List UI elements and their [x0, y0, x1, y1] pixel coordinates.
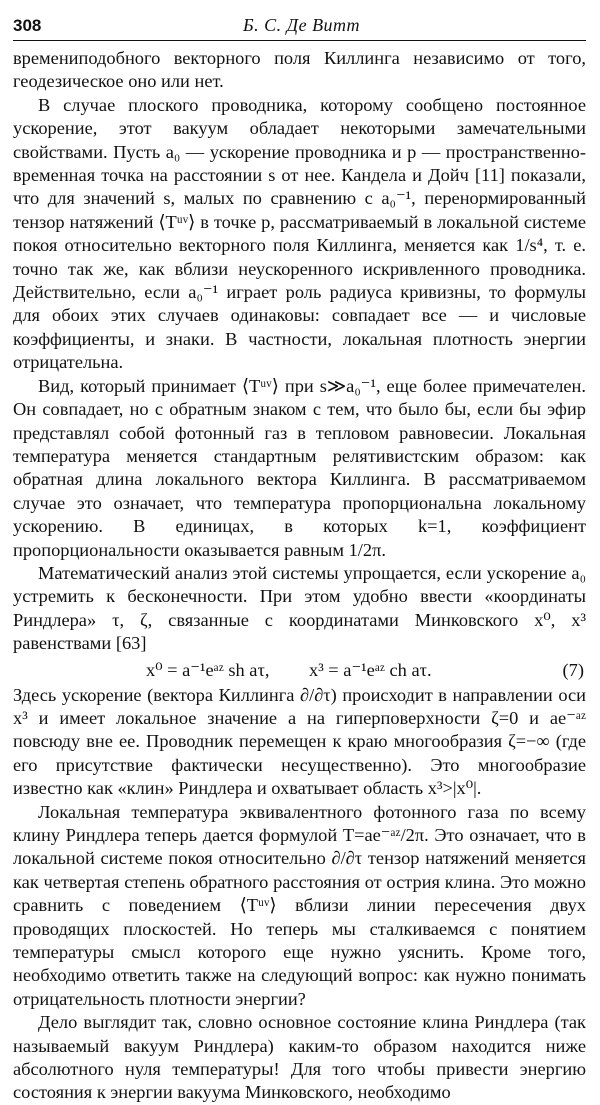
equation-right: x³ = a⁻¹eᵃᶻ ch aτ.: [309, 659, 432, 680]
paragraph-4: Математический анализ этой системы упрощается, если ускорение a₀ устремить к бесконечности. При этом удобно ввести «координаты Риндлера» τ, ζ, связанные с координатами Минковского x⁰, x³ равенствами [63]: [13, 562, 586, 654]
paragraph-1: времениподобного векторного поля Киллинга независимо от того, геодезическое оно или нет.: [13, 48, 586, 92]
paragraph-7: Дело выглядит так, словно основное состояние клина Риндлера (так называемый вакуум Риндлера) каким-то образом находится ниже абсолютного нуля температуры! Для того чтобы привести энергию состояния к энергии вакуума Минковского, необходимо: [13, 1012, 586, 1103]
page-header: [13, 14, 586, 41]
paragraph-6: Локальная температура эквивалентного фотонного газа по всему клину Риндлера теперь дается формулой T=ae⁻ᵃᶻ/2π. Это означает, что в локальной системе покоя относительно ∂/∂τ тензор натяжений меняется как четвертая степень обратного расстояния от острия клина. Это можно сравнить с поведением ⟨Tᵘᵛ⟩ вблизи линии пересечения двух проводящих плоскостей. Но теперь мы сталкиваемся с понятием температуры смысл которого еще нужно уяснить. Кроме того, необходимо ответить также на следующий вопрос: как нужно понимать отрицательность плотности энергии?: [13, 801, 586, 1009]
paragraph-2: В случае плоского проводника, которому сообщено постоянное ускорение, этот вакуум обладает некоторыми замечательными свойствами. Пусть a₀ — ускорение проводника и p — пространственно-временная точка на расстоянии s от нее. Кандела и Дойч [11] показали, что для значений s, малых по сравнению с a₀⁻¹, перенормированный тензор натяжений ⟨Tᵘᵛ⟩ в точке p, рассматриваемый в локальной системе покоя относительно векторного поля Киллинга, меняется как 1/s⁴, т. е. точно так же, как вблизи неускоренного искривленного проводника. Действительно, если a₀⁻¹ играет роль радиуса кривизны, то формулы для обоих этих случаев одинаковы: совпадает все — и числовые коэффициенты, и знаки. В частности, локальная плотность энергии отрицательна.: [13, 94, 586, 373]
equation-7: [13, 656, 586, 684]
page-number: 308: [13, 16, 42, 35]
running-head: Б. С. Де Витт: [243, 15, 361, 35]
equation-left: x⁰ = a⁻¹eᵃᶻ sh aτ,: [146, 659, 270, 680]
paragraph-3: Вид, который принимает ⟨Tᵘᵛ⟩ при s≫a₀⁻¹, еще более примечателен. Он совпадает, но с обратным знаком с тем, что было бы, если бы эфир представлял собой фотонный газ в тепловом равновесии. Локальная температура меняется стандартным релятивистским образом: как обратная длина локального вектора Киллинга. В рассматриваемом случае это означает, что температура пропорциональна локальному ускорению. В единицах, в которых k=1, коэффициент пропорциональности оказывается равным 1/2π.: [13, 375, 586, 560]
paragraph-5: Здесь ускорение (вектора Киллинга ∂/∂τ) происходит в направлении оси x³ и имеет локальное значение a на гиперповерхности ζ=0 и ae⁻ᵃᶻ повсюду вне ее. Проводник перемещен к краю многообразия ζ=−∞ (где его присутствие фактически несущественно). Это многообразие известно как «клин» Риндлера и охватывает область x³>|x⁰|.: [13, 684, 586, 799]
equation-number: (7): [562, 659, 584, 680]
